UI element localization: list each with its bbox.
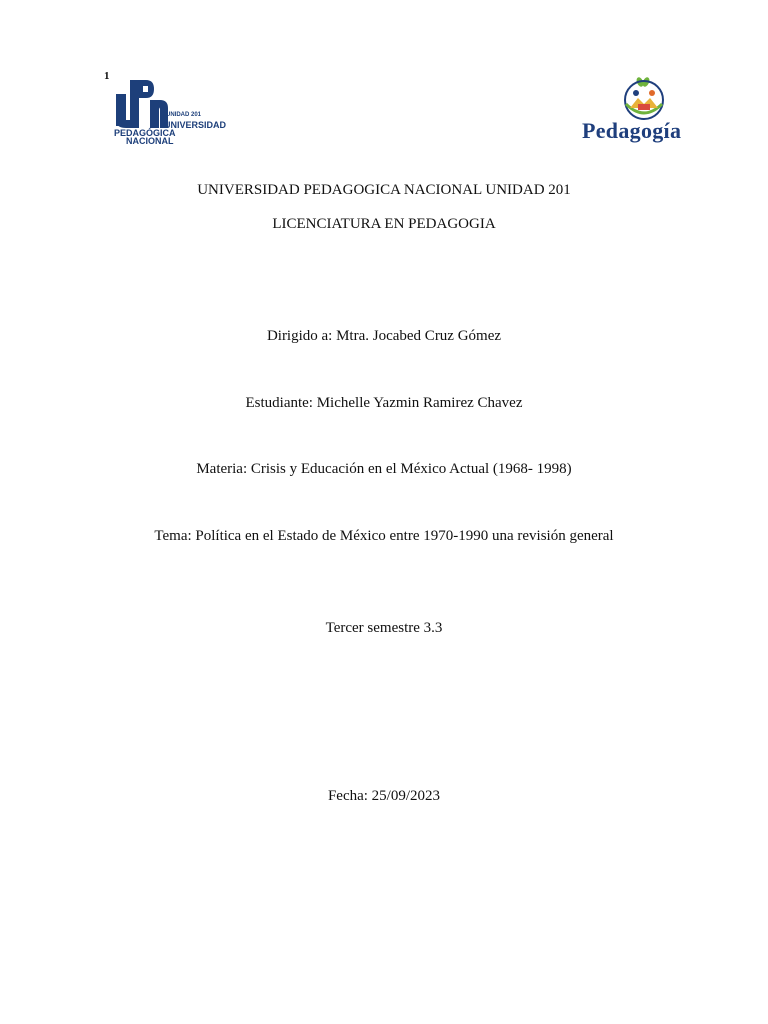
date-line: Fecha: 25/09/2023 bbox=[327, 788, 441, 804]
page-number: 1 bbox=[104, 70, 110, 82]
upn-logo bbox=[114, 80, 227, 148]
subject-line: Materia: Crisis y Educación en el México Actual (1968- 1998) bbox=[196, 461, 572, 477]
program-title: LICENCIATURA EN PEDAGOGIA bbox=[272, 216, 496, 232]
pedagogia-emblem-icon bbox=[578, 76, 708, 120]
university-title: UNIVERSIDAD PEDAGOGICA NACIONAL UNIDAD 201 bbox=[197, 182, 571, 198]
upn-logo-unidad: UNIDAD 201 bbox=[166, 112, 202, 118]
upn-logo-pedagogica: PEDAGÓGICA bbox=[114, 128, 176, 138]
upn-logo-universidad: UNIVERSIDAD bbox=[164, 120, 227, 130]
pedagogia-logo-word: Pedagogía bbox=[582, 118, 682, 143]
pedagogia-logo bbox=[578, 76, 708, 148]
directed-to: Dirigido a: Mtra. Jocabed Cruz Gómez bbox=[266, 328, 502, 344]
student-name: Estudiante: Michelle Yazmin Ramirez Chavez bbox=[245, 395, 523, 411]
topic-line: Tema: Política en el Estado de México entre 1970-1990 una revisión general bbox=[154, 528, 614, 544]
semester-line: Tercer semestre 3.3 bbox=[325, 620, 443, 636]
upn-logo-nacional: NACIONAL bbox=[126, 136, 174, 146]
